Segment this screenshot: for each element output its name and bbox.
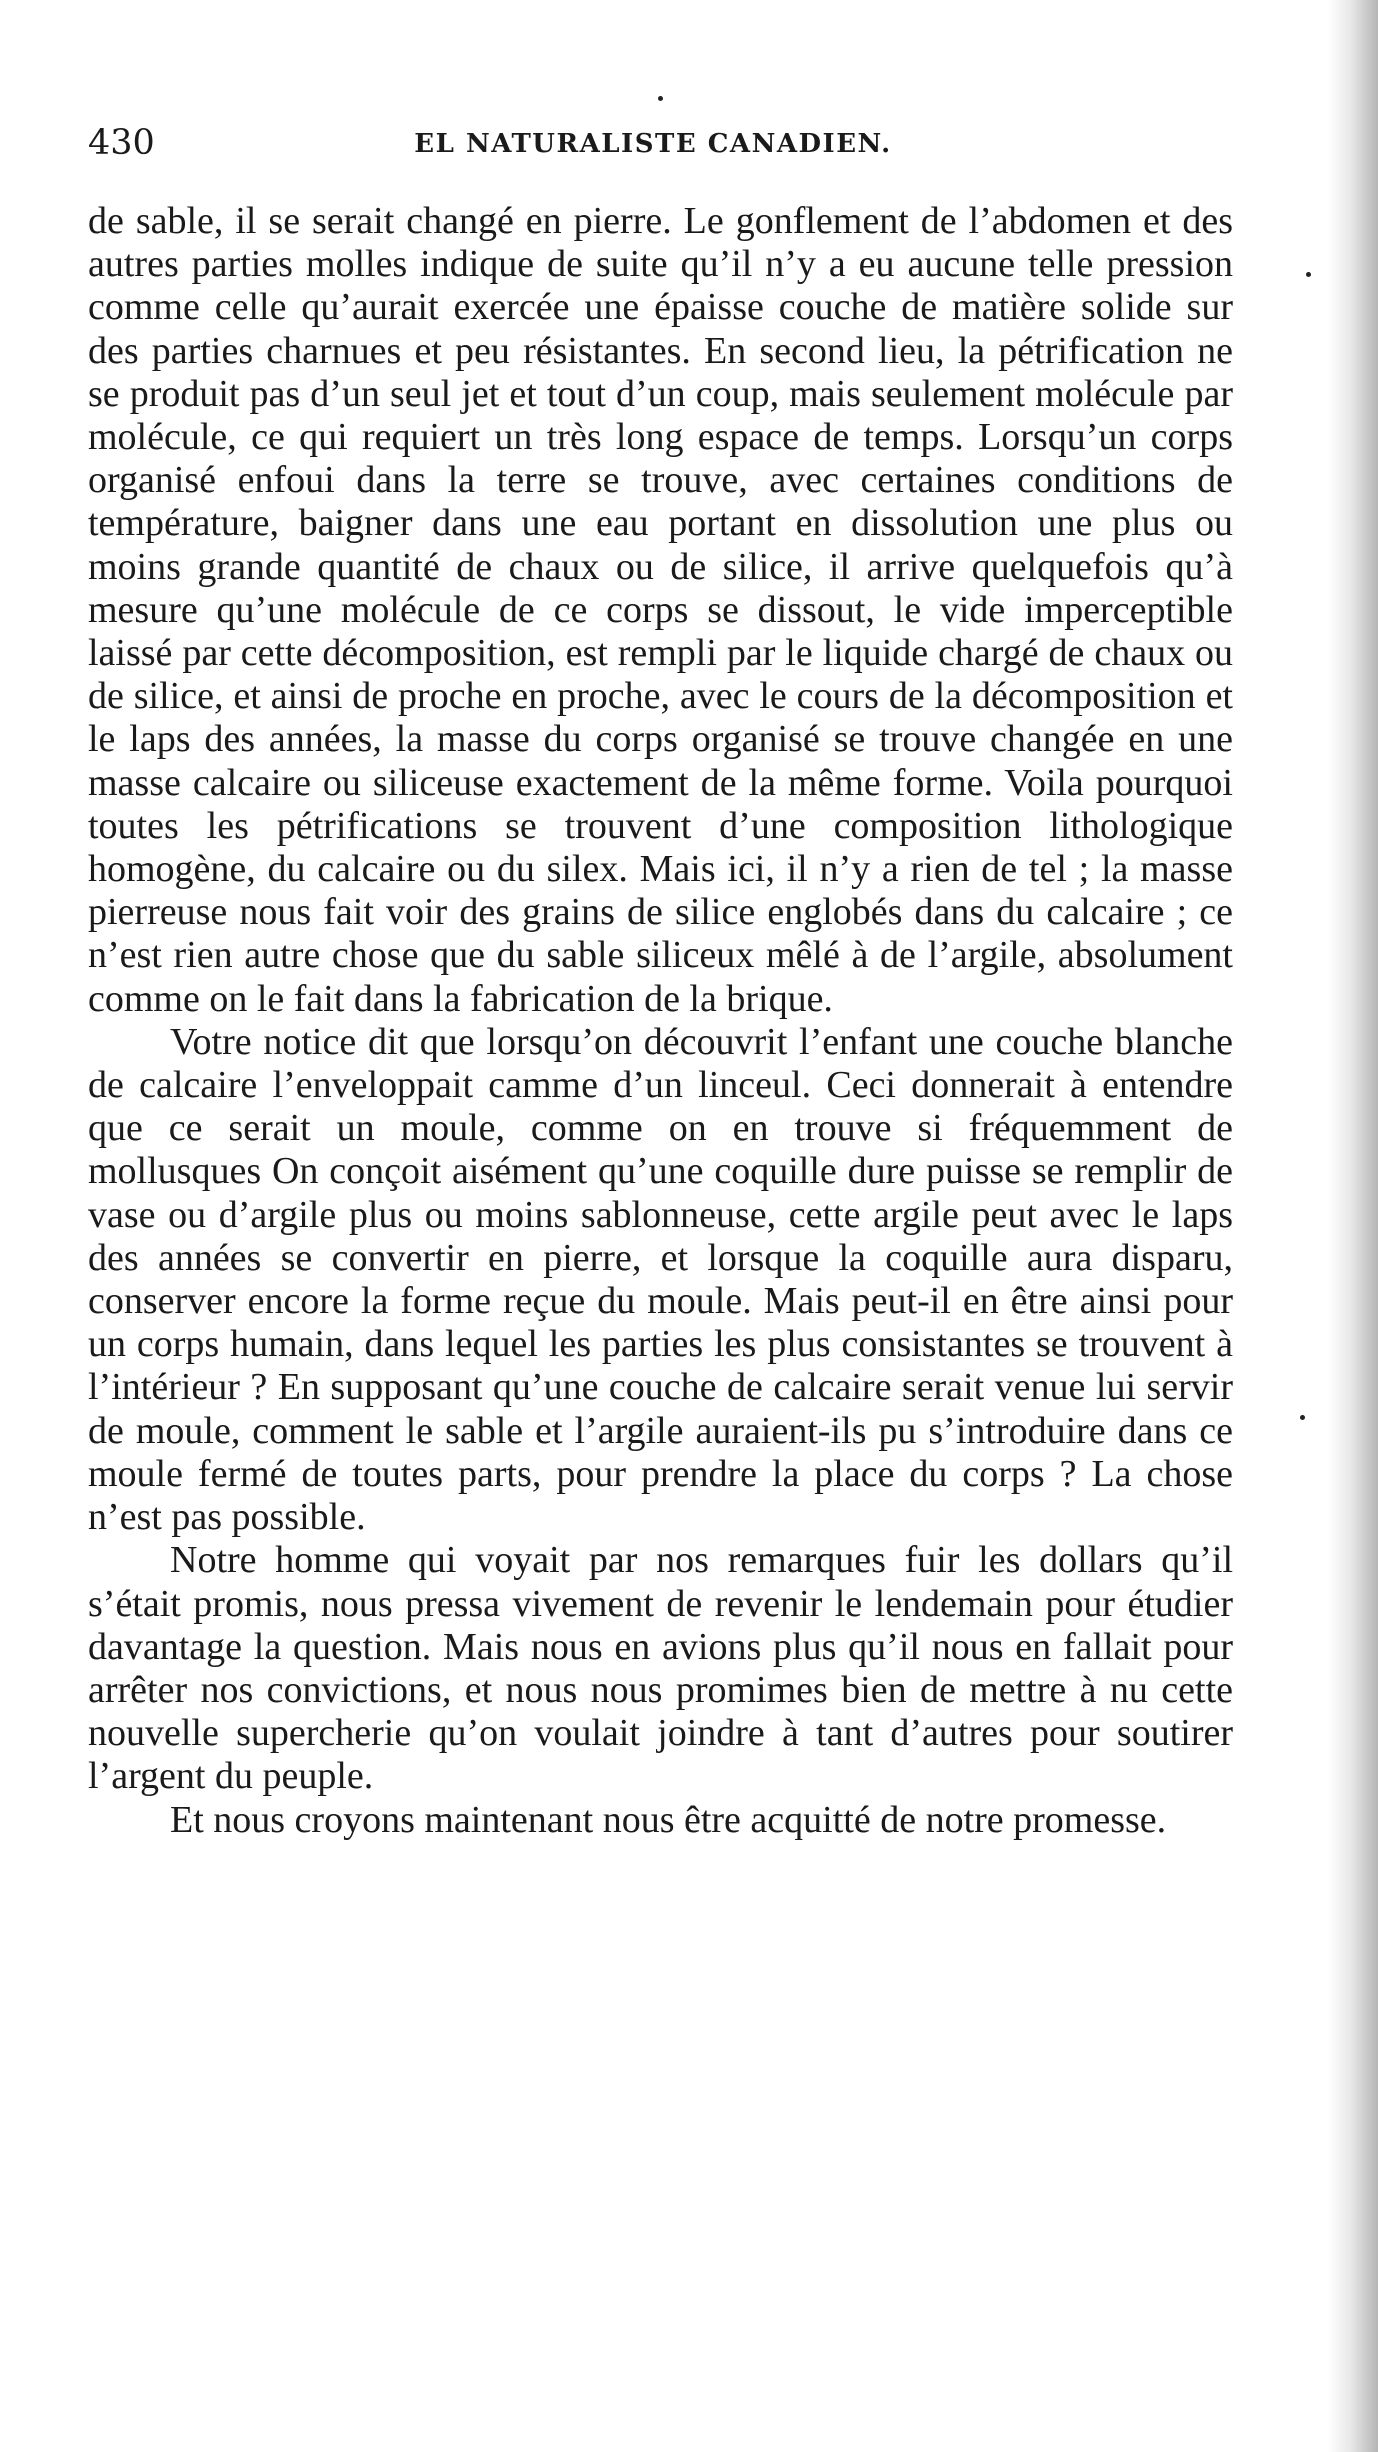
page-edge-shadow [1328,0,1378,2452]
ink-speck [658,96,663,101]
paragraph: Notre homme qui voyait par nos remarques fuir les dollars qu’il s’était promis, nous pressa vivement de revenir le lendemain pour étudier davantage la question. Mais nous en avions plus qu’il nous en fallait pour arrêter nos convictions, et nous nous promimes bien de mettre à nu cette nouvelle supercherie qu’on voulait joindre à tant d’autres pour soutirer l’argent du peuple. [88,1539,1233,1798]
page-header [88,118,1218,168]
ink-speck [1306,272,1311,277]
paragraph: de sable, il se serait changé en pierre. Le gonflement de l’abdomen et des autres parties molles indique de suite qu’il n’y a eu aucune telle pression comme celle qu’aurait exercée une épaisse couche de matière solide sur des parties charnues et peu résistantes. En second lieu, la pétrification ne se produit pas d’un seul jet et tout d’un coup, mais seulement molécule par molécule, ce qui requiert un très long espace de temps. Lorsqu’un corps organisé enfoui dans la terre se trouve, avec certaines conditions de température, baigner dans une eau portant en dissolution une plus ou moins grande quantité de chaux ou de silice, il arrive quelquefois qu’à mesure qu’une molécule de ce corps se dissout, le vide imperceptible laissé par cette décomposition, est rempli par le liquide chargé de chaux ou de silice, et ainsi de proche en proche, avec le cours de la décomposition et le laps des années, la masse du corps organisé se trouve changée en une masse calcaire ou siliceuse exactement de la même forme. Voila pourquoi toutes les pétrifications se trouvent d’une composition lithologique homogène, du calcaire ou du silex. Mais ici, il n’y a rien de tel ; la masse pierreuse nous fait voir des grains de silice englobés dans du calcaire ; ce n’est rien autre chose que du sable siliceux mêlé à de l’argile, absolument comme on le fait dans la fabrication de la brique. [88,200,1233,1020]
running-head: EL NATURALISTE CANADIEN. [414,129,892,159]
paragraph: Et nous croyons maintenant nous être acquitté de notre promesse. [170,1798,1167,1841]
paragraph: Votre notice dit que lorsqu’on découvrit l’enfant une couche blanche de calcaire l’enveloppait camme d’un linceul. Ceci donnerait à entendre que ce serait un moule, comme on en trouve si fréquemment de mollusques On conçoit aisément qu’une coquille dure puisse se remplir de vase ou d’argile plus ou moins sablonneuse, cette argile peut avec le laps des années se convertir en pierre, et lorsque la coquille aura disparu, conserver encore la forme reçue du moule. Mais peut-il en être ainsi pour un corps humain, dans lequel les parties les plus consistantes se trouvent à l’intérieur ? En supposant qu’une couche de calcaire serait venue lui servir de moule, comment le sable et l’argile auraient-ils pu s’introduire dans ce moule fermé de toutes parts, pour prendre la place du corps ? La chose n’est pas possible. [88,1020,1233,1539]
ink-speck [1300,1415,1305,1420]
body-text [88,200,1233,1842]
page-number: 430 [88,123,155,163]
